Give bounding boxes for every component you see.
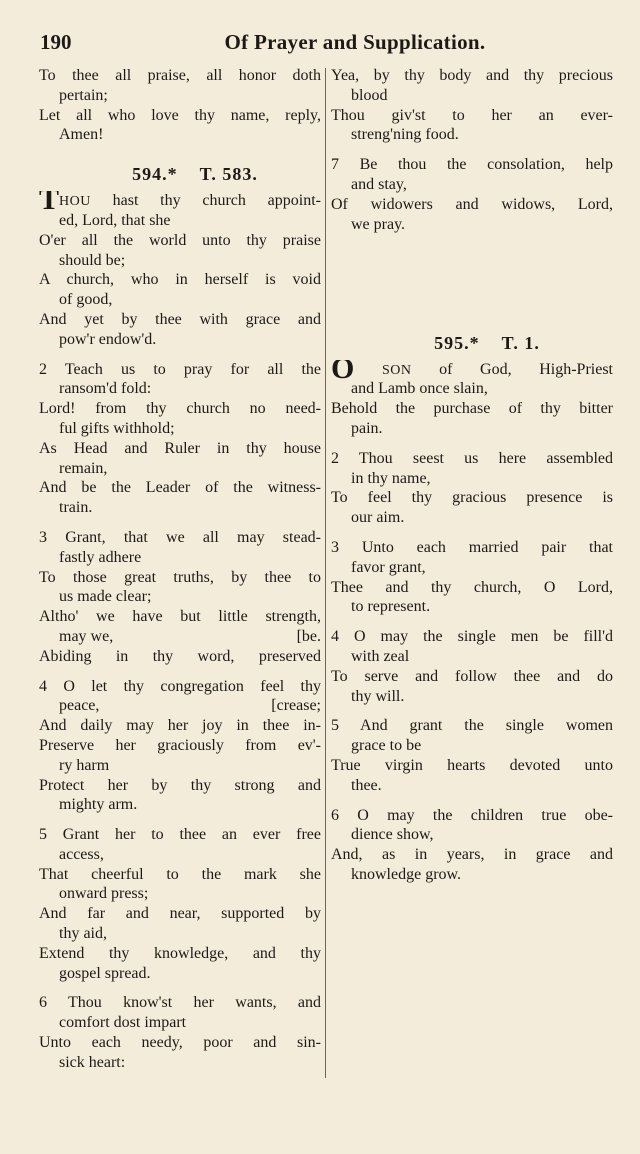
verse-line: And be the Leader of the witness- xyxy=(39,479,321,497)
verse-line: Preserve her graciously from ev'- xyxy=(39,736,321,754)
verse-line: 2 Teach us to pray for all the xyxy=(39,360,321,378)
verse-line: Thee and thy church, O Lord, xyxy=(331,578,613,596)
verse-line: streng'ning food. xyxy=(351,126,459,144)
verse-line: of good, xyxy=(59,291,113,309)
continued-verse xyxy=(331,66,613,145)
verse-line: 5 And grant the single women xyxy=(331,717,613,735)
verse-line: blood xyxy=(351,86,388,104)
verse-line: And daily may her joy in thee in- xyxy=(39,717,321,735)
verse-line: us made clear; xyxy=(59,588,152,606)
verse-5 xyxy=(39,825,321,983)
right-column xyxy=(331,66,613,895)
verse-line: To those great truths, by thee to xyxy=(39,568,321,586)
verse-line: gospel spread. xyxy=(59,964,151,982)
verse-line: fastly adhere xyxy=(59,548,142,566)
hymn-number: 595.* xyxy=(434,332,480,353)
verse-line: And far and near, supported by xyxy=(39,905,321,923)
verse-2 xyxy=(331,449,613,528)
verse-line: pertain; xyxy=(59,86,108,104)
verse-line: onward press; xyxy=(59,885,149,903)
verse-5 xyxy=(331,716,613,795)
hymn-heading-594 xyxy=(39,157,321,191)
verse-line: And, as in years, in grace and xyxy=(331,846,613,864)
verse-line: Protect her by thy strong and xyxy=(39,776,321,794)
verse-line: in thy name, xyxy=(351,469,431,487)
verse-line xyxy=(39,627,321,647)
verse-line: knowledge grow. xyxy=(351,865,462,883)
verse-line: O'er all the world unto thy praise xyxy=(39,231,321,249)
verse-line: 5 Grant her to thee an ever free xyxy=(39,826,321,844)
page-title: Of Prayer and Supplication. xyxy=(224,30,486,54)
verse-line: Amen! xyxy=(59,126,104,144)
verse-3 xyxy=(331,538,613,617)
verse-line: 3 Unto each married pair that xyxy=(331,538,613,556)
page-number: 190 xyxy=(40,30,72,54)
verse-line: To serve and follow thee and do xyxy=(331,667,613,685)
verse-line xyxy=(39,191,321,211)
verse-line: To feel thy gracious presence is xyxy=(331,489,613,507)
verse-line: ed, Lord, that she xyxy=(59,211,171,229)
hymn-heading-595 xyxy=(331,326,613,360)
verse-line: Unto each needy, poor and sin- xyxy=(39,1034,321,1052)
verse-line: dience show, xyxy=(351,826,434,844)
verse-line: remain, xyxy=(59,459,108,477)
verse-line: Altho' we have but little strength, xyxy=(39,608,321,626)
verse-line: train. xyxy=(59,499,93,517)
hymn-number: 594.* xyxy=(132,164,178,185)
verse-line: ry harm xyxy=(59,756,110,774)
verse-line-text: peace, xyxy=(59,697,100,715)
page-header xyxy=(40,28,600,62)
verse-6 xyxy=(39,993,321,1072)
verse-line: ransom'd fold: xyxy=(59,380,152,398)
verse-line: As Head and Ruler in thy house xyxy=(39,439,321,457)
tune-number: T. 1. xyxy=(501,332,540,353)
verse-line: Of widowers and widows, Lord, xyxy=(331,195,613,213)
verse-line-text: of God, High-Priest xyxy=(411,360,613,378)
verse-line: pain. xyxy=(351,419,383,437)
verse-line: sick heart: xyxy=(59,1053,126,1071)
verse-line: ful gifts withhold; xyxy=(59,419,175,437)
left-column xyxy=(39,66,321,1073)
verse-line: should be; xyxy=(59,251,126,269)
verse-7 xyxy=(331,155,613,313)
verse-6 xyxy=(331,806,613,885)
verse-line: access, xyxy=(59,845,104,863)
verse-line: 2 Thou seest us here assembled xyxy=(331,449,613,467)
verse-line: grace to be xyxy=(351,737,422,755)
verse-line: Let all who love thy name, reply, xyxy=(39,106,321,124)
verse-line-text: hast thy church appoint- xyxy=(90,192,321,210)
verse-line xyxy=(331,274,613,294)
verse-line: 4 O may the single men be fill'd xyxy=(331,628,613,646)
verse-line: favor grant, xyxy=(351,558,426,576)
verse-line: Lord! from thy church no need- xyxy=(39,400,321,418)
verse-line: 7 Be thou the consolation, help xyxy=(331,156,613,174)
verse-line: thy aid, xyxy=(59,925,107,943)
drop-cap: O xyxy=(331,359,355,380)
small-caps-word: SON xyxy=(381,362,412,378)
verse-line: Extend thy knowledge, and thy xyxy=(39,944,321,962)
tune-number: T. 583. xyxy=(199,164,258,185)
verse-line: we pray. xyxy=(351,215,406,233)
turnover: [be. xyxy=(296,627,321,645)
verse-line: 6 Thou know'st her wants, and xyxy=(39,994,321,1012)
verse-line: A church, who in herself is void xyxy=(39,271,321,289)
drop-cap: T xyxy=(39,191,60,211)
verse-line: 6 O may the children true obe- xyxy=(331,806,613,824)
verse-line: mighty arm. xyxy=(59,796,138,814)
verse-line: Behold the purchase of thy bitter xyxy=(331,400,613,418)
verse-line xyxy=(39,696,321,716)
verse-line: and Lamb once slain, xyxy=(351,380,488,398)
turnover: [crease; xyxy=(271,697,321,715)
verse-1 xyxy=(39,191,321,349)
verse-line: Abiding in thy word, preserved xyxy=(39,647,321,665)
verse-line: to represent. xyxy=(351,598,431,616)
verse-line: and stay, xyxy=(351,175,407,193)
verse-line: 3 Grant, that we all may stead- xyxy=(39,528,321,546)
verse-line: thy will. xyxy=(351,687,405,705)
verse-line: our aim. xyxy=(351,509,405,527)
verse-line: thee. xyxy=(351,776,382,794)
verse-line: comfort dost impart xyxy=(59,1014,187,1032)
verse-line: That cheerful to the mark she xyxy=(39,865,321,883)
verse-line: Thou giv'st to her an ever- xyxy=(331,106,613,124)
verse-line xyxy=(331,234,613,254)
verse-line: with zeal xyxy=(351,647,410,665)
continued-verse xyxy=(39,66,321,145)
verse-line: To thee all praise, all honor doth xyxy=(39,67,321,84)
verse-line: And yet by thee with grace and xyxy=(39,310,321,328)
verse-line xyxy=(331,360,613,380)
verse-line: True virgin hearts devoted unto xyxy=(331,756,613,774)
verse-4 xyxy=(39,677,321,816)
verse-line: 4 O let thy congregation feel thy xyxy=(39,677,321,695)
verse-4 xyxy=(331,627,613,706)
verse-line xyxy=(331,254,613,274)
verse-3 xyxy=(39,528,321,667)
verse-line-text: may we, xyxy=(59,627,114,645)
verse-line xyxy=(331,294,613,314)
verse-line: Yea, by thy body and thy precious xyxy=(331,67,613,84)
verse-line: pow'r endow'd. xyxy=(59,330,157,348)
verse-1 xyxy=(331,360,613,439)
column-divider xyxy=(325,68,326,1078)
verse-2 xyxy=(39,360,321,518)
small-caps-word: HOU xyxy=(59,194,91,210)
